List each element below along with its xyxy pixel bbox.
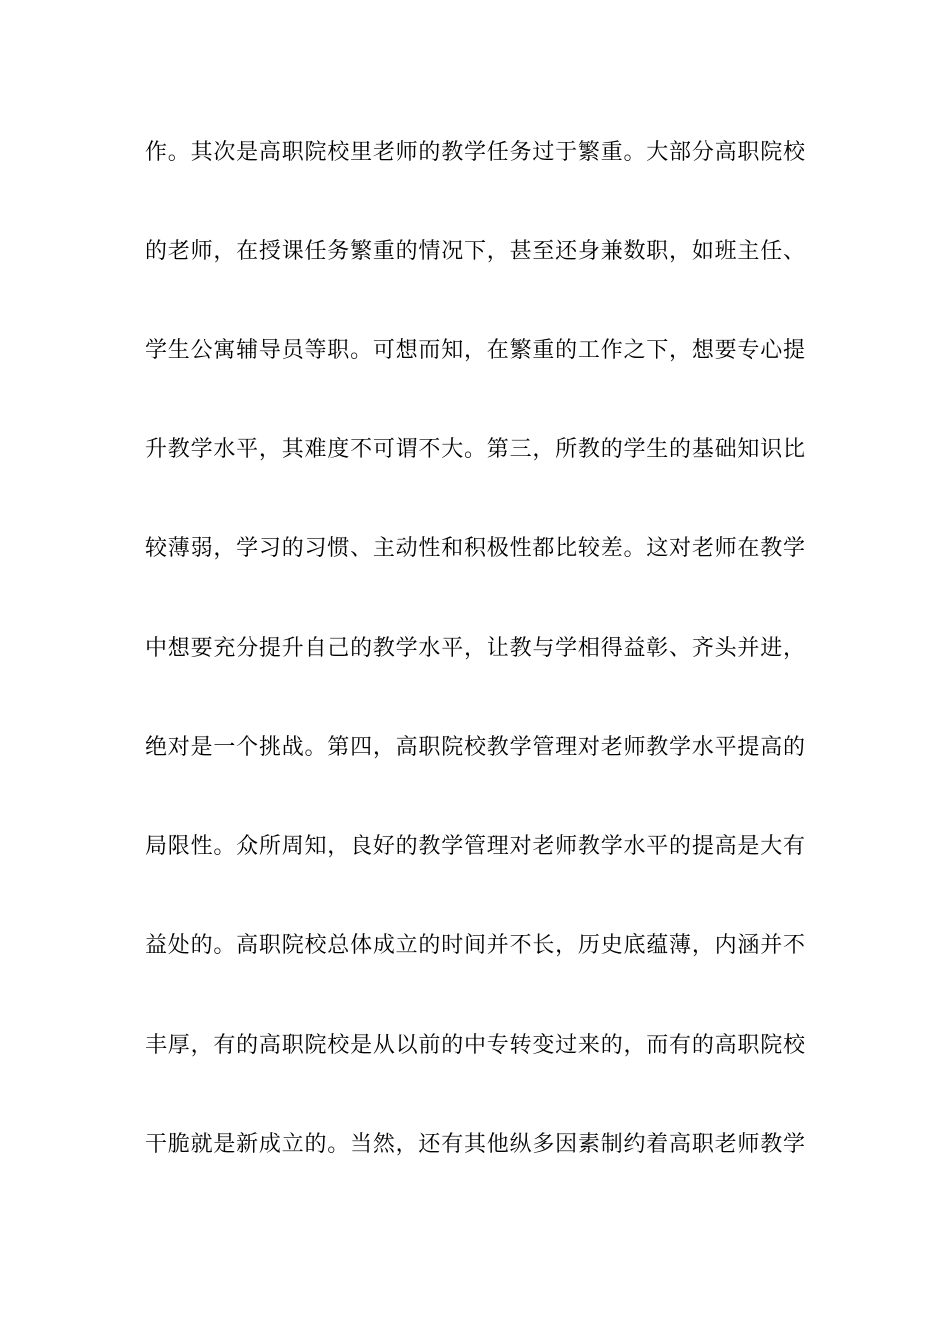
body-text-line-1: 作。其次是高职院校里老师的教学任务过于繁重。大部分高职院校 bbox=[145, 140, 805, 165]
body-text-line-2: 的老师，在授课任务繁重的情况下，甚至还身兼数职，如班主任、 bbox=[145, 239, 805, 264]
body-text-line-8: 局限性。众所周知，良好的教学管理对老师教学水平的提高是大有 bbox=[145, 834, 805, 859]
body-text-line-7: 绝对是一个挑战。第四，高职院校教学管理对老师教学水平提高的 bbox=[145, 735, 805, 760]
body-text-line-6: 中想要充分提升自己的教学水平，让教与学相得益彰、齐头并进， bbox=[145, 636, 805, 661]
body-text-line-5: 较薄弱，学习的习惯、主动性和积极性都比较差。这对老师在教学 bbox=[145, 536, 805, 561]
body-text-line-9: 益处的。高职院校总体成立的时间并不长，历史底蕴薄，内涵并不 bbox=[145, 933, 805, 958]
body-text-line-11: 干脆就是新成立的。当然，还有其他纵多因素制约着高职老师教学 bbox=[145, 1132, 805, 1157]
body-text-line-4: 升教学水平，其难度不可谓不大。第三，所教的学生的基础知识比 bbox=[145, 437, 805, 462]
body-text-line-3: 学生公寓辅导员等职。可想而知，在繁重的工作之下，想要专心提 bbox=[145, 338, 805, 363]
body-text-line-10: 丰厚，有的高职院校是从以前的中专转变过来的，而有的高职院校 bbox=[145, 1033, 805, 1058]
